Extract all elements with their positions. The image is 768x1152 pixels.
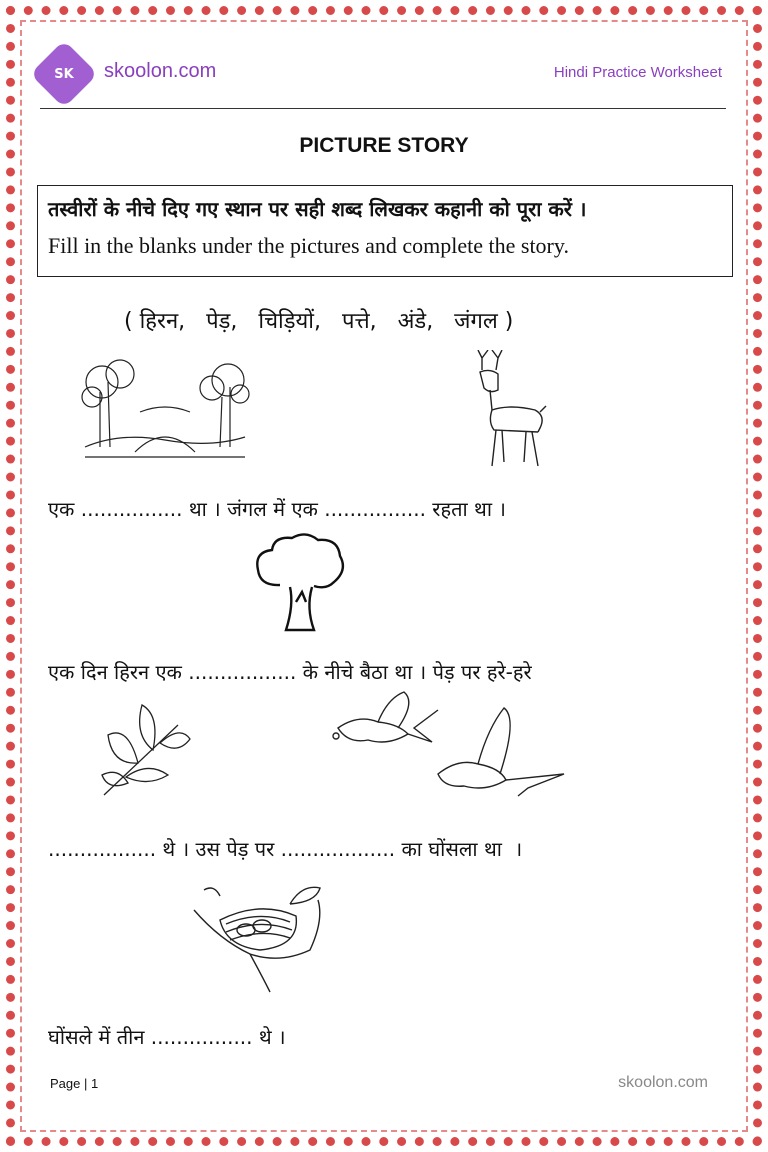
- brand-name: skoolon.com: [104, 60, 217, 82]
- birds-picture: [328, 688, 566, 806]
- header-divider: [40, 108, 726, 109]
- page-title: PICTURE STORY: [299, 134, 469, 157]
- page-number: Page | 1: [50, 1076, 99, 1091]
- instructions-english: Fill in the blanks under the pictures and complete the story.: [48, 233, 569, 258]
- instructions-hindi: तस्वीरों के नीचे दिए गए स्थान पर सही शब्द लिखकर कहानी को पूरा करें ।: [48, 197, 587, 221]
- footer-site: skoolon.com: [618, 1074, 708, 1091]
- nest-with-eggs-picture: [190, 880, 328, 995]
- story-line-4: घोंसले में तीन ................ थे ।: [48, 1025, 286, 1049]
- logo-text: SK: [54, 66, 74, 82]
- leaves-picture: [98, 695, 193, 800]
- worksheet-type: Hindi Practice Worksheet: [553, 64, 722, 81]
- instructions-box: [37, 185, 733, 277]
- word-bank: ( हिरन, पेड़, चिड़ियों, पत्ते, अंडे, जंगल ): [124, 309, 514, 334]
- story-line-3: ................. थे । उस पेड़ पर .................. का घोंसला था ।: [48, 837, 523, 861]
- deer-picture: [440, 350, 555, 470]
- tree-picture: [250, 530, 350, 635]
- story-line-2: एक दिन हिरन एक ................. के नीचे बैठा था । पेड़ पर हरे-हरे: [48, 660, 532, 684]
- decorative-page-border: [6, 6, 762, 1146]
- story-line-1: एक ................ था । जंगल में एक ................ रहता था ।: [48, 497, 506, 521]
- forest-picture: [80, 352, 250, 462]
